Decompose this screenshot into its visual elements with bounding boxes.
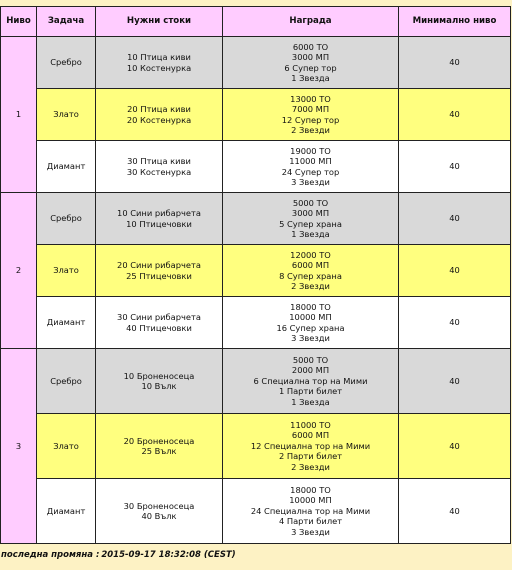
task-cell: Диамант [37, 297, 96, 349]
header-items: Нужни стоки [96, 7, 223, 37]
table-row [1, 297, 511, 349]
task-cell: Сребро [37, 193, 96, 245]
table-row [1, 89, 511, 141]
table-row [1, 349, 511, 414]
items-cell: 20 Броненосеца 25 Вълк [96, 414, 223, 479]
header-task: Задача [37, 7, 96, 37]
items-cell: 20 Птица киви 20 Костенурка [96, 89, 223, 141]
min-level-cell: 40 [399, 414, 511, 479]
task-cell: Злато [37, 89, 96, 141]
reward-cell: 18000 ТО 10000 МП 24 Специална тор на Мими 4 Парти билет 3 Звезди [223, 479, 399, 544]
items-cell: 10 Сини рибарчета 10 Птицечовки [96, 193, 223, 245]
reward-cell: 12000 ТО 6000 МП 8 Супер храна 2 Звезди [223, 245, 399, 297]
items-cell: 10 Птица киви 10 Костенурка [96, 37, 223, 89]
items-cell: 30 Сини рибарчета 40 Птицечовки [96, 297, 223, 349]
min-level-cell: 40 [399, 141, 511, 193]
items-cell: 20 Сини рибарчета 25 Птицечовки [96, 245, 223, 297]
task-cell: Сребро [37, 349, 96, 414]
task-cell: Злато [37, 245, 96, 297]
level-cell: 3 [1, 349, 37, 544]
min-level-cell: 40 [399, 479, 511, 544]
table-row [1, 414, 511, 479]
reward-cell: 5000 ТО 2000 МП 6 Специална тор на Мими 1 Парти билет 1 Звезда [223, 349, 399, 414]
quest-rewards-table [0, 6, 511, 544]
min-level-cell: 40 [399, 37, 511, 89]
reward-cell: 18000 ТО 10000 МП 16 Супер храна 3 Звезди [223, 297, 399, 349]
min-level-cell: 40 [399, 297, 511, 349]
reward-cell: 13000 ТО 7000 МП 12 Супер тор 2 Звезди [223, 89, 399, 141]
last-modified-footer [1, 550, 236, 560]
reward-cell: 11000 ТО 6000 МП 12 Специална тор на Мими 2 Парти билет 2 Звезди [223, 414, 399, 479]
last-modified-timestamp: 2015-09-17 18:32:08 (CEST) [101, 550, 236, 560]
table-row [1, 141, 511, 193]
items-cell: 10 Броненосеца 10 Вълк [96, 349, 223, 414]
header-reward: Награда [223, 7, 399, 37]
min-level-cell: 40 [399, 193, 511, 245]
header-level: Ниво [1, 7, 37, 37]
task-cell: Сребро [37, 37, 96, 89]
min-level-cell: 40 [399, 245, 511, 297]
task-cell: Злато [37, 414, 96, 479]
level-cell: 1 [1, 37, 37, 193]
header-min-level: Минимално ниво [399, 7, 511, 37]
task-cell: Диамант [37, 141, 96, 193]
min-level-cell: 40 [399, 89, 511, 141]
table-row [1, 479, 511, 544]
items-cell: 30 Броненосеца 40 Вълк [96, 479, 223, 544]
min-level-cell: 40 [399, 349, 511, 414]
table-row [1, 245, 511, 297]
reward-cell: 5000 ТО 3000 МП 5 Супер храна 1 Звезда [223, 193, 399, 245]
table-row [1, 37, 511, 89]
reward-cell: 6000 ТО 3000 МП 6 Супер тор 1 Звезда [223, 37, 399, 89]
level-cell: 2 [1, 193, 37, 349]
table-row [1, 193, 511, 245]
items-cell: 30 Птица киви 30 Костенурка [96, 141, 223, 193]
reward-cell: 19000 ТО 11000 МП 24 Супер тор 3 Звезди [223, 141, 399, 193]
table-header-row [1, 7, 511, 37]
task-cell: Диамант [37, 479, 96, 544]
last-modified-label: последна промяна : [1, 550, 100, 560]
